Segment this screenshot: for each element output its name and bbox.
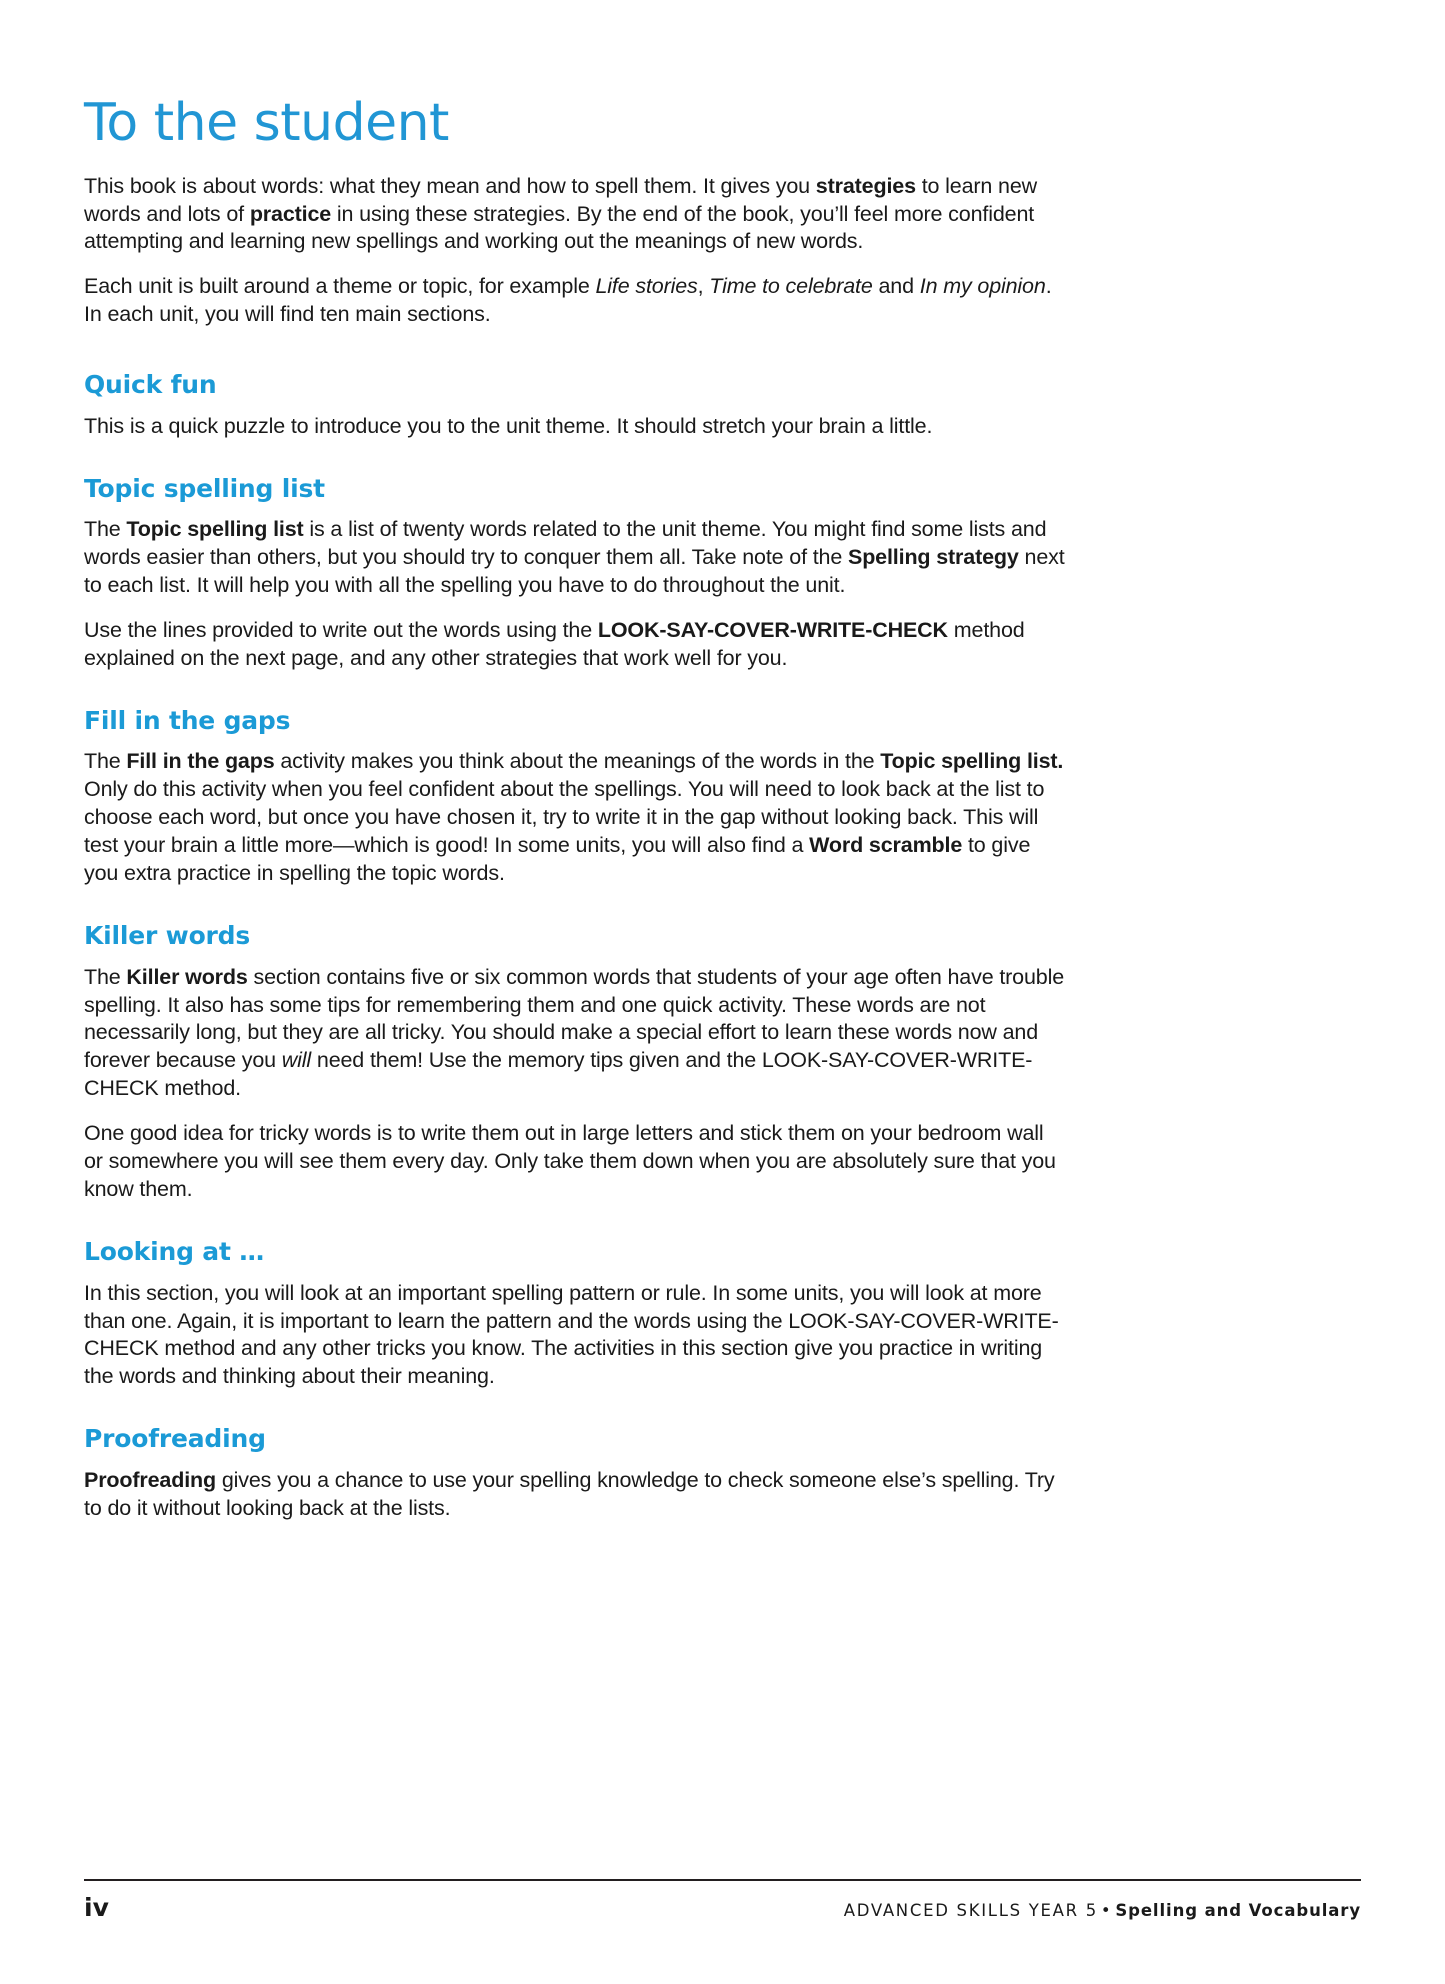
section-heading-looking-at: Looking at … [84,1237,264,1267]
section-heading-topic-spelling-list: Topic spelling list [84,473,325,503]
text-run: method explained on the next page, and any other strategies that work well for you. [84,618,1025,670]
text-run: Use the lines provided to write out the words using the [84,618,598,643]
intro-paragraph-2 [84,273,1068,329]
footer-book-title [844,1901,1361,1920]
text-run: gives you a chance to use your spelling knowledge to check someone else’s spelling. Try to do it without looking back at the lists. [84,1467,1055,1520]
text-run: , [697,274,710,299]
section-paragraph-fill-in-the-gaps-1 [84,748,1068,888]
text-run: The [84,517,127,542]
page-content [84,93,1068,1523]
text-run: . In each unit, you will find ten main sections. [84,274,1052,327]
section-heading-fill-in-the-gaps: Fill in the gaps [84,705,291,735]
section-paragraph-killer-words-1 [84,964,1068,1104]
section-paragraph-quick-fun-1 [84,413,1068,441]
text-run-bold: LOOK-SAY-COVER-WRITE-CHECK [597,618,948,643]
text-run-bold: Topic spelling list. [880,749,1064,774]
text-run-bold: Proofreading [84,1467,216,1492]
section-heading-quick-fun: Quick fun [84,370,217,400]
text-run-bold: strategies [815,173,916,198]
text-run: to learn new words and lots of [84,173,1038,226]
text-run: One good idea for tricky words is to write them out in large letters and stick them on your bedroom wall or somewhere you will see them every day. Only take them down when you are absolutely sure that you know them. [84,1121,1056,1202]
text-run: The [84,964,127,989]
footer-separator-bullet: • [1100,1901,1113,1920]
text-run-italic: In my opinion [919,274,1046,299]
section-heading-killer-words: Killer words [84,921,251,951]
intro-paragraph-1 [84,173,1068,257]
text-run: need them! Use the memory tips given and the LOOK-SAY-COVER-WRITE-CHECK method. [84,1048,1033,1101]
text-run-bold: Topic spelling list [126,517,304,542]
text-run-italic: Life stories [595,274,698,299]
text-run: The [84,749,127,774]
text-run-bold: practice [249,201,332,226]
footer-divider [84,1879,1361,1881]
text-run: This book is about words: what they mean and how to spell them. It gives you [84,173,816,198]
text-run: Each unit is built around a theme or topic, for example [84,274,596,299]
text-run-italic: Time to celebrate [709,274,873,299]
page-footer [84,1879,1361,1922]
section-paragraph-looking-at-1 [84,1280,1068,1392]
text-run-bold: Killer words [126,964,248,989]
page-number: iv [84,1893,109,1922]
text-run: to give you extra practice in spelling the topic words. [84,833,1031,886]
text-run: and [872,274,920,299]
text-run: is a list of twenty words related to the unit theme. You might find some lists and words easier than others, but you should try to conquer them all. Take note of the [84,517,1047,570]
text-run: in using these strategies. By the end of the book, you’ll feel more confident attempting and learning new spellings and working out the meanings of new words. [84,201,1035,254]
section-paragraph-topic-spelling-list-1 [84,516,1068,600]
text-run-bold: Spelling strategy [848,545,1019,570]
text-run-italic: will [281,1048,312,1073]
text-run-bold: Fill in the gaps [126,749,275,774]
text-run: Only do this activity when you feel confident about the spellings. You will need to look back at the list to choose each word, but once you have chosen it, try to write it in the gap without looking back. This will test your brain a little more—which is good! In some units, you will also find a [84,777,1045,858]
section-paragraph-killer-words-2 [84,1120,1068,1204]
section-heading-proofreading: Proofreading [84,1424,266,1454]
text-run: This is a quick puzzle to introduce you to the unit theme. It should stretch your brain a little. [84,413,933,438]
footer-row [84,1893,1361,1922]
footer-book-label: Spelling and Vocabulary [1115,1901,1361,1920]
text-run: next to each list. It will help you with all the spelling you have to do throughout the unit. [84,545,1065,598]
text-run: section contains five or six common words that students of your age often have trouble spelling. It also has some tips for remembering them and one quick activity. These words are not necessarily long, but they are all tricky. You should make a special effort to learn these words now and forever because you [84,964,1065,1073]
text-run: activity makes you think about the meanings of the words in the [274,749,881,774]
text-run-bold: Word scramble [809,833,963,858]
section-paragraph-topic-spelling-list-2 [84,617,1068,673]
page-title: To the student [84,93,449,153]
section-paragraph-proofreading-1 [84,1467,1068,1523]
footer-series-label: ADVANCED SKILLS YEAR 5 [843,1901,1098,1920]
text-run: In this section, you will look at an important spelling pattern or rule. In some units, you will look at more than one. Again, it is important to learn the pattern and the words using the LOOK-SAY-COVER-WRITE-CHECK method and any other tricks you know. The activities in this section give you practice in writing the words and thinking about their meaning. [84,1280,1059,1389]
